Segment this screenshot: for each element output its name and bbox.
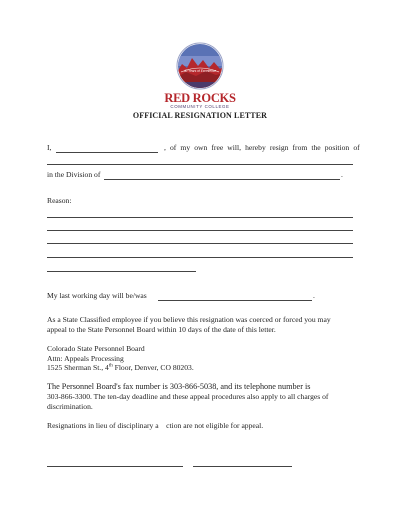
reason-line-3[interactable]: [47, 243, 353, 244]
last-day-blank-field[interactable]: [158, 300, 312, 301]
reason-line-5[interactable]: [47, 271, 196, 272]
position-blank-field[interactable]: [47, 164, 353, 165]
date-blank-field[interactable]: [193, 466, 292, 467]
logo-badge-text: 40 Years of Excellence: [183, 69, 217, 73]
appeal-line-2: appeal to the State Personnel Board within 10 days of the date of this letter.: [47, 325, 276, 334]
intro-text: , of my own free will, hereby resign from the position of: [164, 143, 360, 152]
appeal-line-1: As a State Classified employee if you believe this resignation was coerced or forced you may: [47, 315, 331, 324]
logo-college-subtitle: COMMUNITY COLLEGE: [170, 104, 230, 109]
division-blank-field[interactable]: [104, 179, 340, 180]
logo-college-name: RED ROCKS: [164, 91, 236, 105]
reason-line-1[interactable]: [47, 217, 353, 218]
last-day-end: .: [313, 291, 315, 300]
division-label: in the Division of: [47, 170, 101, 179]
last-day-label: My last working day will be/was: [47, 291, 147, 300]
reason-label: Reason:: [47, 196, 72, 205]
address-line-3: 1525 Sherman St., 4th Floor, Denver, CO 80203.: [47, 363, 194, 372]
contact-line-3: discrimination.: [47, 402, 93, 411]
address-line-1: Colorado State Personnel Board: [47, 344, 145, 353]
reason-line-2[interactable]: [47, 230, 353, 231]
contact-line-1: The Personnel Board's fax number is 303-866-5038, and its telephone number is: [47, 382, 311, 391]
logo-emblem-icon: [176, 42, 224, 92]
address-line-2: Attn: Appeals Processing: [47, 354, 124, 363]
contact-line-2: 303-866-3300. The ten-day deadline and these appeal procedures also apply to all charges of: [47, 392, 329, 401]
reason-line-4[interactable]: [47, 257, 353, 258]
college-logo: [160, 42, 240, 112]
intro-i: I,: [47, 143, 52, 152]
disciplinary-note: Resignations in lieu of disciplinary a ction are not eligible for appeal.: [47, 421, 264, 430]
name-blank-field[interactable]: [56, 152, 158, 153]
letter-title: OFFICIAL RESIGNATION LETTER: [132, 111, 268, 120]
division-end: .: [341, 170, 343, 179]
signature-blank-field[interactable]: [47, 466, 183, 467]
